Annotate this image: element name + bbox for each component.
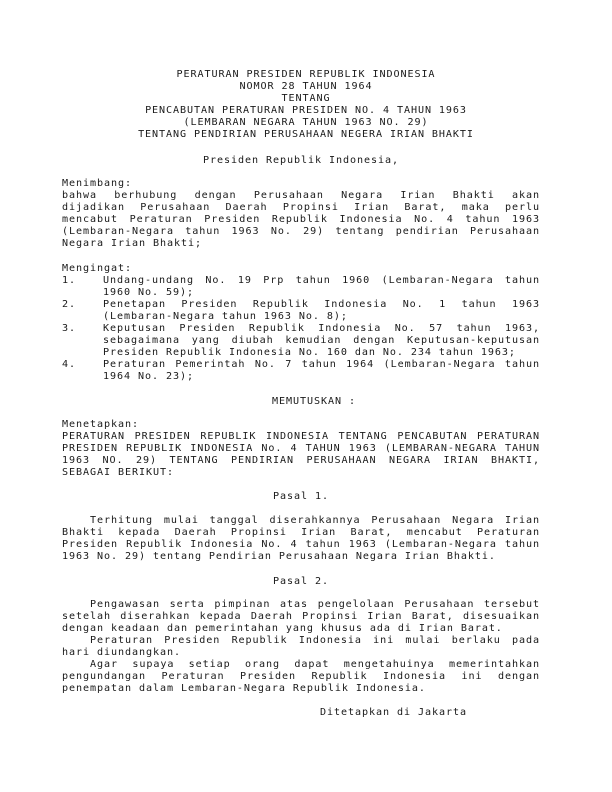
section-menetapkan (62, 419, 540, 479)
text-line: dijadikan Perusahaan Daerah Propinsi Irian Barat, maka perlu (62, 202, 540, 213)
salutation-line: Presiden Republik Indonesia, (203, 155, 399, 166)
text-line: Undang-undang No. 19 Prp tahun 1960 (Lembaran-Negara tahun (103, 275, 540, 286)
text-line: (Lembaran-Negara tahun 1963 No. 29) tentang pendirian Perusahaan (62, 226, 540, 237)
list-item-number: 4. (62, 359, 76, 370)
title-line: (LEMBARAN NEGARA TAHUN 1963 NO. 29) (183, 117, 429, 128)
section-memutuskan (62, 396, 540, 408)
pasal2-body (62, 599, 540, 695)
list-item-number: 1. (62, 275, 76, 286)
pasal1-heading (62, 491, 540, 503)
salutation (62, 155, 540, 167)
text-line: PERATURAN PRESIDEN REPUBLIK INDONESIA TENTANG PENCABUTAN PERATURAN (62, 431, 540, 442)
text-line: dengan keadaan dan pemerintahan yang khusus ada di Irian Barat. (62, 623, 503, 634)
title-line: TENTANG (281, 93, 331, 104)
text-line: SEBAGAI BERIKUT: (62, 467, 174, 478)
text-line: Negara Irian Bhakti; (62, 238, 202, 249)
text-line: Terhitung mulai tanggal diserahkannya Perusahaan Negara Irian (90, 515, 540, 526)
pasal1-body (62, 515, 540, 563)
section-menimbang (62, 178, 540, 250)
text-line: sebagaimana yang diubah kemudian dengan Keputusan-keputusan (103, 335, 540, 346)
list-item-number: 2. (62, 299, 76, 310)
text-line: Agar supaya setiap orang dapat mengetahuinya memerintahkan (90, 659, 540, 670)
text-line: Peraturan Presiden Republik Indonesia ini mulai berlaku pada (90, 635, 540, 646)
section-mengingat (62, 263, 540, 383)
text-line: 1964 No. 23); (103, 371, 194, 382)
text-line: Pengawasan serta pimpinan atas pengelolaan Perusahaan tersebut (90, 599, 540, 610)
list-item-number: 3. (62, 323, 76, 334)
title-line: PERATURAN PRESIDEN REPUBLIK INDONESIA (176, 69, 436, 80)
document-title (62, 69, 550, 141)
list-item (62, 323, 540, 359)
title-line: NOMOR 28 TAHUN 1964 (239, 81, 373, 92)
text-line: Presiden Republik Indonesia No. 160 dan No. 234 tahun 1963; (103, 347, 516, 358)
memutuskan-heading: MEMUTUSKAN : (272, 396, 356, 407)
text-line: penempatan dalam Lembaran-Negara Republik Indonesia. (62, 683, 426, 694)
list-item (62, 359, 540, 383)
closing (62, 707, 540, 719)
article-heading: Pasal 2. (273, 576, 329, 587)
list-item (62, 299, 540, 323)
article-heading: Pasal 1. (273, 491, 329, 502)
closing-line: Ditetapkan di Jakarta (320, 707, 467, 718)
text-line: Presiden Republik Indonesia No. 4 tahun 1963 (Lembaran-Negara tahun (62, 539, 540, 550)
text-line: bahwa berhubung dengan Perusahaan Negara Irian Bhakti akan (62, 190, 540, 201)
text-line: mencabut Peraturan Presiden Republik Indonesia No. 4 tahun 1963 (62, 214, 540, 225)
text-line: pengundangan Peraturan Presiden Republik Indonesia ini dengan (62, 671, 540, 682)
section-label: Menimbang: (62, 178, 132, 189)
section-label: Mengingat: (62, 263, 132, 274)
section-label: Menetapkan: (62, 419, 139, 430)
text-line: setelah diserahkan kepada Daerah Propinsi Irian Barat, disesuaikan (62, 611, 540, 622)
pasal2-heading (62, 576, 540, 588)
text-line: Peraturan Pemerintah No. 7 tahun 1964 (Lembaran-Negara tahun (103, 359, 540, 370)
text-line: (Lembaran-Negara tahun 1963 No. 8); (103, 311, 348, 322)
text-line: 1963 No. 29) tentang Pendirian Perusahaan Negara Irian Bhakti. (62, 551, 496, 562)
text-line: 1963 NO. 29) TENTANG PENDIRIAN PERUSAHAAN NEGARA IRIAN BHAKTI, (62, 455, 540, 466)
text-line: hari diundangkan. (62, 647, 181, 658)
text-line: Penetapan Presiden Republik Indonesia No. 1 tahun 1963 (103, 299, 540, 310)
list-item (62, 275, 540, 299)
text-line: Keputusan Presiden Republik Indonesia No. 57 tahun 1963, (103, 323, 540, 334)
title-line: PENCABUTAN PERATURAN PRESIDEN NO. 4 TAHUN 1963 (145, 105, 467, 116)
text-line: PRESIDEN REPUBLIK INDONESIA No. 4 TAHUN 1963 (LEMBARAN-NEGARA TAHUN (62, 443, 540, 454)
text-line: 1960 No. 59); (103, 287, 194, 298)
title-line: TENTANG PENDIRIAN PERUSAHAAN NEGERA IRIAN BHAKTI (138, 129, 474, 140)
text-line: Bhakti kepada Daerah Propinsi Irian Barat, mencabut Peraturan (62, 527, 540, 538)
